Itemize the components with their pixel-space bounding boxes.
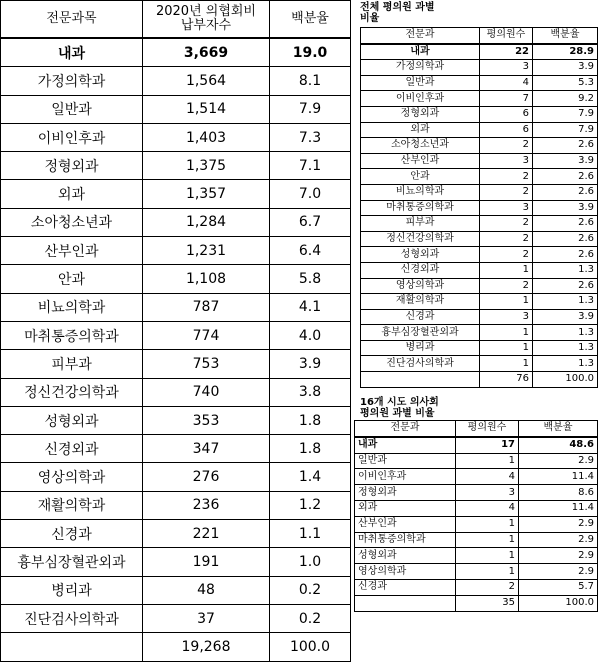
- regional-table-header-row: [355, 421, 598, 437]
- specialty-cell: 정신건강의학과: [1, 378, 143, 406]
- specialty-cell: 정형외과: [355, 485, 456, 501]
- count-cell: 3: [480, 200, 533, 216]
- header-percentage: 백분율: [270, 1, 351, 39]
- specialty-cell: 산부인과: [355, 516, 456, 532]
- count-cell: 2: [480, 169, 533, 185]
- count-cell: 1,108: [143, 265, 270, 293]
- header-percentage: 백분율: [519, 421, 598, 437]
- count-cell: 6: [480, 106, 533, 122]
- percent-cell: 1.8: [270, 435, 351, 463]
- total-label-cell: [361, 372, 480, 388]
- count-cell: 3: [456, 485, 519, 501]
- total-label-cell: [1, 633, 143, 661]
- percent-cell: 5.8: [270, 265, 351, 293]
- specialty-cell: 외과: [355, 500, 456, 516]
- count-cell: 221: [143, 520, 270, 548]
- total-table-header-row: [361, 28, 598, 44]
- table-row: [361, 294, 598, 310]
- count-cell: 191: [143, 548, 270, 576]
- percent-cell: 28.9: [533, 44, 598, 60]
- percent-cell: 7.1: [270, 152, 351, 180]
- count-cell: 1,231: [143, 237, 270, 265]
- specialty-cell: 흉부심장혈관외과: [361, 325, 480, 341]
- table-row: [1, 350, 351, 378]
- percent-cell: 1.2: [270, 491, 351, 519]
- header-council-count: 평의원수: [456, 421, 519, 437]
- count-cell: 2: [480, 231, 533, 247]
- count-cell: 1,357: [143, 180, 270, 208]
- specialty-cell: 재활의학과: [1, 491, 143, 519]
- percent-cell: 1.3: [533, 340, 598, 356]
- total-row: [355, 595, 598, 611]
- count-cell: 1: [456, 453, 519, 469]
- table-row: [361, 138, 598, 154]
- table-row: [361, 278, 598, 294]
- count-cell: 1: [480, 294, 533, 310]
- specialty-cell: 이비인후과: [1, 123, 143, 151]
- table-row: [1, 378, 351, 406]
- count-cell: 3: [480, 309, 533, 325]
- specialty-cell: 외과: [1, 180, 143, 208]
- specialty-cell: 신경과: [361, 309, 480, 325]
- count-cell: 2: [480, 216, 533, 232]
- specialty-cell: 신경외과: [361, 262, 480, 278]
- percent-cell: 1.1: [270, 520, 351, 548]
- header-specialty: 전문과목: [1, 1, 143, 39]
- specialty-cell: 피부과: [361, 216, 480, 232]
- count-cell: 4: [480, 75, 533, 91]
- percent-cell: 1.3: [533, 356, 598, 372]
- specialty-cell: 영상의학과: [361, 278, 480, 294]
- percent-cell: 19.0: [270, 38, 351, 67]
- count-cell: 740: [143, 378, 270, 406]
- table-row: [361, 262, 598, 278]
- table-row: [355, 564, 598, 580]
- specialty-cell: 진단검사의학과: [1, 604, 143, 632]
- count-cell: 753: [143, 350, 270, 378]
- percent-cell: 2.6: [533, 278, 598, 294]
- percent-cell: 3.9: [533, 60, 598, 76]
- header-council-count: 평의원수: [480, 28, 533, 44]
- total-percent-cell: 100.0: [270, 633, 351, 661]
- specialty-cell: 내과: [361, 44, 480, 60]
- table-row: [1, 435, 351, 463]
- specialty-cell: 산부인과: [1, 237, 143, 265]
- regional-council-title: 16개 시도 의사회 평의원 과별 비율: [360, 397, 439, 419]
- regional-table-body: [355, 421, 598, 612]
- specialty-cell: 가정의학과: [1, 67, 143, 95]
- header-member-count: 2020년 의협회비 납부자수: [143, 1, 270, 39]
- percent-cell: 2.6: [533, 216, 598, 232]
- table-row: [1, 406, 351, 434]
- specialty-cell: 흉부심장혈관외과: [1, 548, 143, 576]
- specialty-cell: 일반과: [1, 95, 143, 123]
- table-row: [361, 231, 598, 247]
- specialty-cell: 마취통증의학과: [361, 200, 480, 216]
- total-count-cell: 76: [480, 372, 533, 388]
- percent-cell: 1.3: [533, 262, 598, 278]
- count-cell: 1: [480, 325, 533, 341]
- percent-cell: 7.9: [533, 122, 598, 138]
- specialty-cell: 진단검사의학과: [361, 356, 480, 372]
- table-row: [361, 200, 598, 216]
- count-cell: 2: [480, 247, 533, 263]
- specialty-cell: 병리과: [361, 340, 480, 356]
- main-table-body: [1, 1, 351, 662]
- table-row: [361, 325, 598, 341]
- table-row: [1, 604, 351, 632]
- percent-cell: 7.0: [270, 180, 351, 208]
- percent-cell: 11.4: [519, 500, 598, 516]
- table-row: [355, 500, 598, 516]
- specialty-cell: 성형외과: [355, 548, 456, 564]
- table-row: [361, 309, 598, 325]
- table-row: [1, 321, 351, 349]
- table-row: [361, 247, 598, 263]
- table-row: [1, 208, 351, 236]
- count-cell: 3: [480, 60, 533, 76]
- count-cell: 1: [456, 516, 519, 532]
- percent-cell: 3.9: [270, 350, 351, 378]
- specialty-cell: 신경외과: [1, 435, 143, 463]
- table-row: [355, 485, 598, 501]
- percent-cell: 11.4: [519, 469, 598, 485]
- percent-cell: 48.6: [519, 437, 598, 453]
- percent-cell: 2.9: [519, 516, 598, 532]
- total-count-cell: 35: [456, 595, 519, 611]
- specialty-cell: 내과: [355, 437, 456, 453]
- table-row: [355, 532, 598, 548]
- total-percent-cell: 100.0: [519, 595, 598, 611]
- specialty-cell: 성형외과: [1, 406, 143, 434]
- specialty-cell: 신경과: [355, 579, 456, 595]
- percent-cell: 3.9: [533, 153, 598, 169]
- specialty-cell: 가정의학과: [361, 60, 480, 76]
- percent-cell: 2.6: [533, 138, 598, 154]
- percent-cell: 5.3: [533, 75, 598, 91]
- specialty-cell: 비뇨의학과: [361, 184, 480, 200]
- count-cell: 3: [480, 153, 533, 169]
- total-percent-cell: 100.0: [533, 372, 598, 388]
- specialty-cell: 일반과: [355, 453, 456, 469]
- percent-cell: 3.9: [533, 200, 598, 216]
- table-row: [361, 106, 598, 122]
- count-cell: 276: [143, 463, 270, 491]
- percent-cell: 2.9: [519, 548, 598, 564]
- specialty-cell: 정신건강의학과: [361, 231, 480, 247]
- total-count-cell: 19,268: [143, 633, 270, 661]
- table-row: [355, 548, 598, 564]
- table-row: [1, 123, 351, 151]
- specialty-cell: 병리과: [1, 576, 143, 604]
- table-row: [1, 463, 351, 491]
- table-row: [1, 293, 351, 321]
- specialty-cell: 외과: [361, 122, 480, 138]
- percent-cell: 8.6: [519, 485, 598, 501]
- table-row: [361, 169, 598, 185]
- header-specialty: 전문과: [361, 28, 480, 44]
- count-cell: 1,514: [143, 95, 270, 123]
- specialty-cell: 피부과: [1, 350, 143, 378]
- percent-cell: 1.0: [270, 548, 351, 576]
- percent-cell: 7.3: [270, 123, 351, 151]
- regional-council-table: [354, 420, 598, 612]
- percent-cell: 2.6: [533, 231, 598, 247]
- percent-cell: 0.2: [270, 604, 351, 632]
- table-row: [361, 44, 598, 60]
- percent-cell: 6.4: [270, 237, 351, 265]
- table-row: [361, 75, 598, 91]
- header-specialty: 전문과: [355, 421, 456, 437]
- percent-cell: 5.7: [519, 579, 598, 595]
- table-row: [1, 95, 351, 123]
- table-row: [361, 340, 598, 356]
- count-cell: 787: [143, 293, 270, 321]
- count-cell: 1: [456, 564, 519, 580]
- total-council-table: [360, 27, 598, 388]
- count-cell: 22: [480, 44, 533, 60]
- count-cell: 7: [480, 91, 533, 107]
- table-row: [1, 520, 351, 548]
- total-row: [1, 633, 351, 661]
- count-cell: 4: [456, 469, 519, 485]
- specialty-cell: 마취통증의학과: [355, 532, 456, 548]
- percent-cell: 8.1: [270, 67, 351, 95]
- count-cell: 4: [456, 500, 519, 516]
- percent-cell: 4.0: [270, 321, 351, 349]
- percent-cell: 1.8: [270, 406, 351, 434]
- count-cell: 2: [480, 184, 533, 200]
- count-cell: 774: [143, 321, 270, 349]
- count-cell: 1,403: [143, 123, 270, 151]
- count-cell: 17: [456, 437, 519, 453]
- count-cell: 1,564: [143, 67, 270, 95]
- percent-cell: 2.6: [533, 247, 598, 263]
- specialty-cell: 성형외과: [361, 247, 480, 263]
- table-row: [355, 516, 598, 532]
- specialty-cell: 안과: [361, 169, 480, 185]
- table-row: [361, 153, 598, 169]
- percent-cell: 6.7: [270, 208, 351, 236]
- count-cell: 353: [143, 406, 270, 434]
- count-cell: 1,284: [143, 208, 270, 236]
- table-row: [1, 152, 351, 180]
- table-row: [1, 180, 351, 208]
- table-row: [1, 491, 351, 519]
- percent-cell: 4.1: [270, 293, 351, 321]
- table-row: [361, 216, 598, 232]
- count-cell: 347: [143, 435, 270, 463]
- specialty-cell: 마취통증의학과: [1, 321, 143, 349]
- table-row: [355, 579, 598, 595]
- table-row: [355, 453, 598, 469]
- count-cell: 236: [143, 491, 270, 519]
- table-row: [1, 237, 351, 265]
- table-row: [361, 356, 598, 372]
- specialty-cell: 정형외과: [1, 152, 143, 180]
- percent-cell: 1.3: [533, 325, 598, 341]
- table-row: [361, 91, 598, 107]
- percent-cell: 0.2: [270, 576, 351, 604]
- percent-cell: 7.9: [533, 106, 598, 122]
- count-cell: 6: [480, 122, 533, 138]
- percent-cell: 9.2: [533, 91, 598, 107]
- specialty-cell: 소아청소년과: [1, 208, 143, 236]
- specialty-cell: 신경과: [1, 520, 143, 548]
- specialty-cell: 일반과: [361, 75, 480, 91]
- total-label-cell: [355, 595, 456, 611]
- count-cell: 1: [480, 340, 533, 356]
- table-row: [355, 437, 598, 453]
- total-table-body: [361, 28, 598, 388]
- total-council-title: 전체 평의원 과별 비율: [360, 2, 435, 24]
- count-cell: 37: [143, 604, 270, 632]
- table-row: [1, 548, 351, 576]
- table-row: [1, 67, 351, 95]
- table-row: [361, 122, 598, 138]
- table-row: [1, 265, 351, 293]
- specialty-cell: 재활의학과: [361, 294, 480, 310]
- specialty-cell: 비뇨의학과: [1, 293, 143, 321]
- count-cell: 1: [480, 262, 533, 278]
- count-cell: 48: [143, 576, 270, 604]
- specialty-cell: 안과: [1, 265, 143, 293]
- specialty-cell: 이비인후과: [361, 91, 480, 107]
- specialty-cell: 산부인과: [361, 153, 480, 169]
- specialty-cell: 이비인후과: [355, 469, 456, 485]
- specialty-cell: 내과: [1, 38, 143, 67]
- percent-cell: 2.9: [519, 532, 598, 548]
- count-cell: 2: [480, 138, 533, 154]
- header-percentage: 백분율: [533, 28, 598, 44]
- table-row: [1, 576, 351, 604]
- main-table-header-row: [1, 1, 351, 39]
- percent-cell: 2.9: [519, 453, 598, 469]
- specialty-cell: 소아청소년과: [361, 138, 480, 154]
- total-row: [361, 372, 598, 388]
- count-cell: 2: [480, 278, 533, 294]
- table-row: [1, 38, 351, 67]
- percent-cell: 7.9: [270, 95, 351, 123]
- percent-cell: 1.4: [270, 463, 351, 491]
- count-cell: 3,669: [143, 38, 270, 67]
- table-row: [361, 60, 598, 76]
- percent-cell: 2.6: [533, 169, 598, 185]
- specialty-cell: 영상의학과: [355, 564, 456, 580]
- percent-cell: 3.9: [533, 309, 598, 325]
- count-cell: 2: [456, 579, 519, 595]
- count-cell: 1: [456, 548, 519, 564]
- percent-cell: 2.9: [519, 564, 598, 580]
- count-cell: 1: [456, 532, 519, 548]
- percent-cell: 2.6: [533, 184, 598, 200]
- percent-cell: 1.3: [533, 294, 598, 310]
- percent-cell: 3.8: [270, 378, 351, 406]
- table-row: [355, 469, 598, 485]
- count-cell: 1: [480, 356, 533, 372]
- table-row: [361, 184, 598, 200]
- specialty-cell: 영상의학과: [1, 463, 143, 491]
- specialty-cell: 정형외과: [361, 106, 480, 122]
- count-cell: 1,375: [143, 152, 270, 180]
